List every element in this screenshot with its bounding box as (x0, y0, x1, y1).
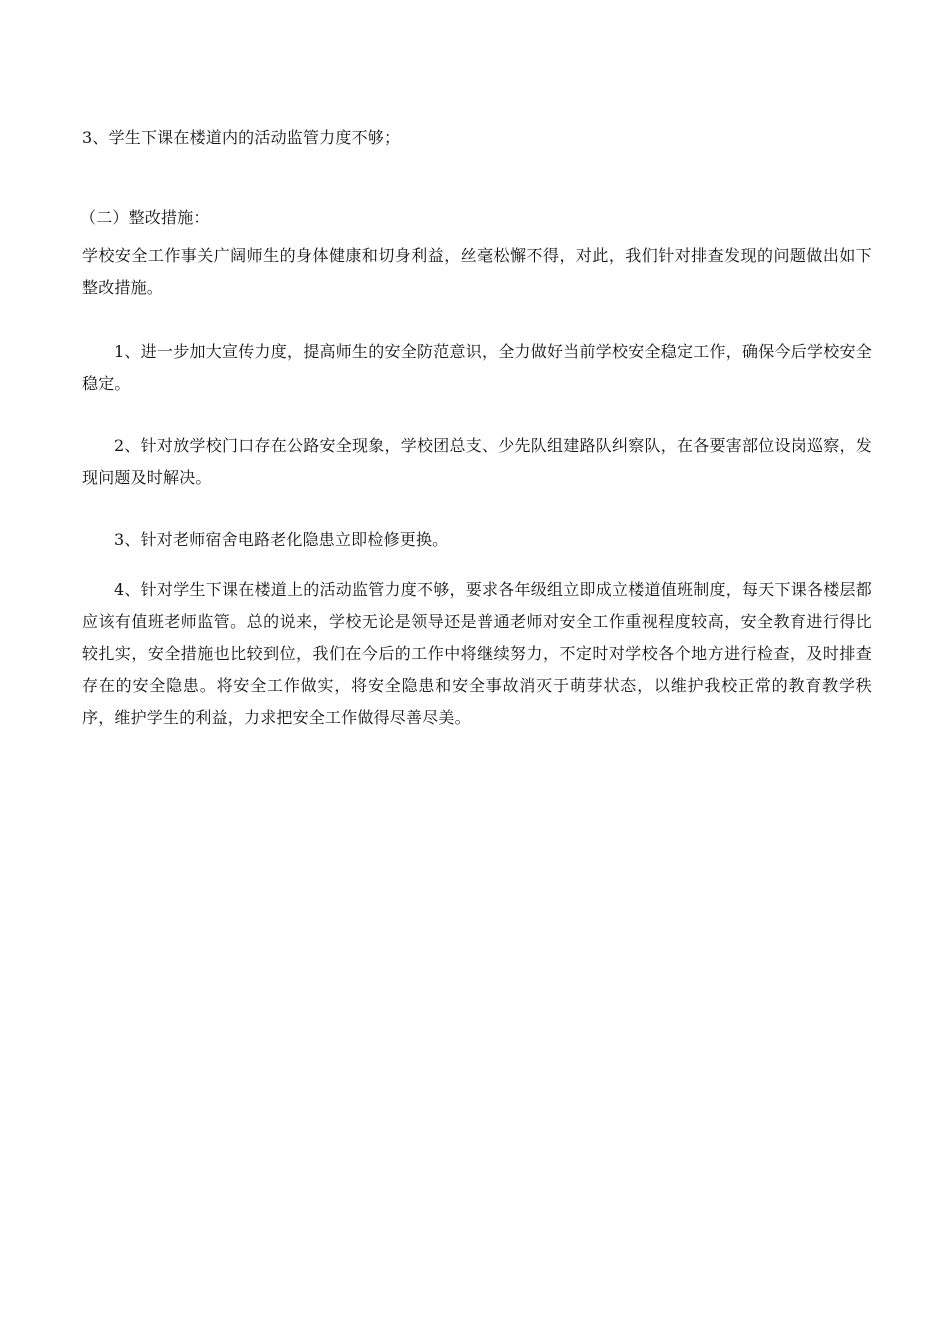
measure-2: 2、针对放学校门口存在公路安全现象，学校团总支、少先队组建路队纠察队，在各要害部位设岗巡察，发现问题及时解决。 (82, 436, 872, 487)
section-heading: （二）整改措施： (80, 208, 210, 227)
issue-item-3: 3、学生下课在楼道内的活动监管力度不够； (82, 128, 401, 147)
measure-3: 3、针对老师宿舍电路老化隐患立即检修更换。 (114, 530, 449, 549)
measure-4: 4、针对学生下课在楼道上的活动监管力度不够，要求各年级组立即成立楼道值班制度，每天下课各楼层都应该有值班老师监管。总的说来，学校无论是领导还是普通老师对安全工作重视程度较高，安全教育进行得比较扎实，安全措施也比较到位，我们在今后的工作中将继续努力，不定时对学校各个地方进行检查，及时排查存在的安全隐患。将安全工作做实，将安全隐患和安全事故消灭于萌芽状态，以维护我校正常的教育教学秩序，维护学生的利益，力求把安全工作做得尽善尽美。 (82, 580, 872, 727)
measure-1: 1、进一步加大宣传力度，提高师生的安全防范意识，全力做好当前学校安全稳定工作，确保今后学校安全稳定。 (82, 342, 872, 393)
intro-paragraph: 学校安全工作事关广阔师生的身体健康和切身利益，丝毫松懈不得，对此，我们针对排查发现的问题做出如下整改措施。 (82, 246, 872, 297)
